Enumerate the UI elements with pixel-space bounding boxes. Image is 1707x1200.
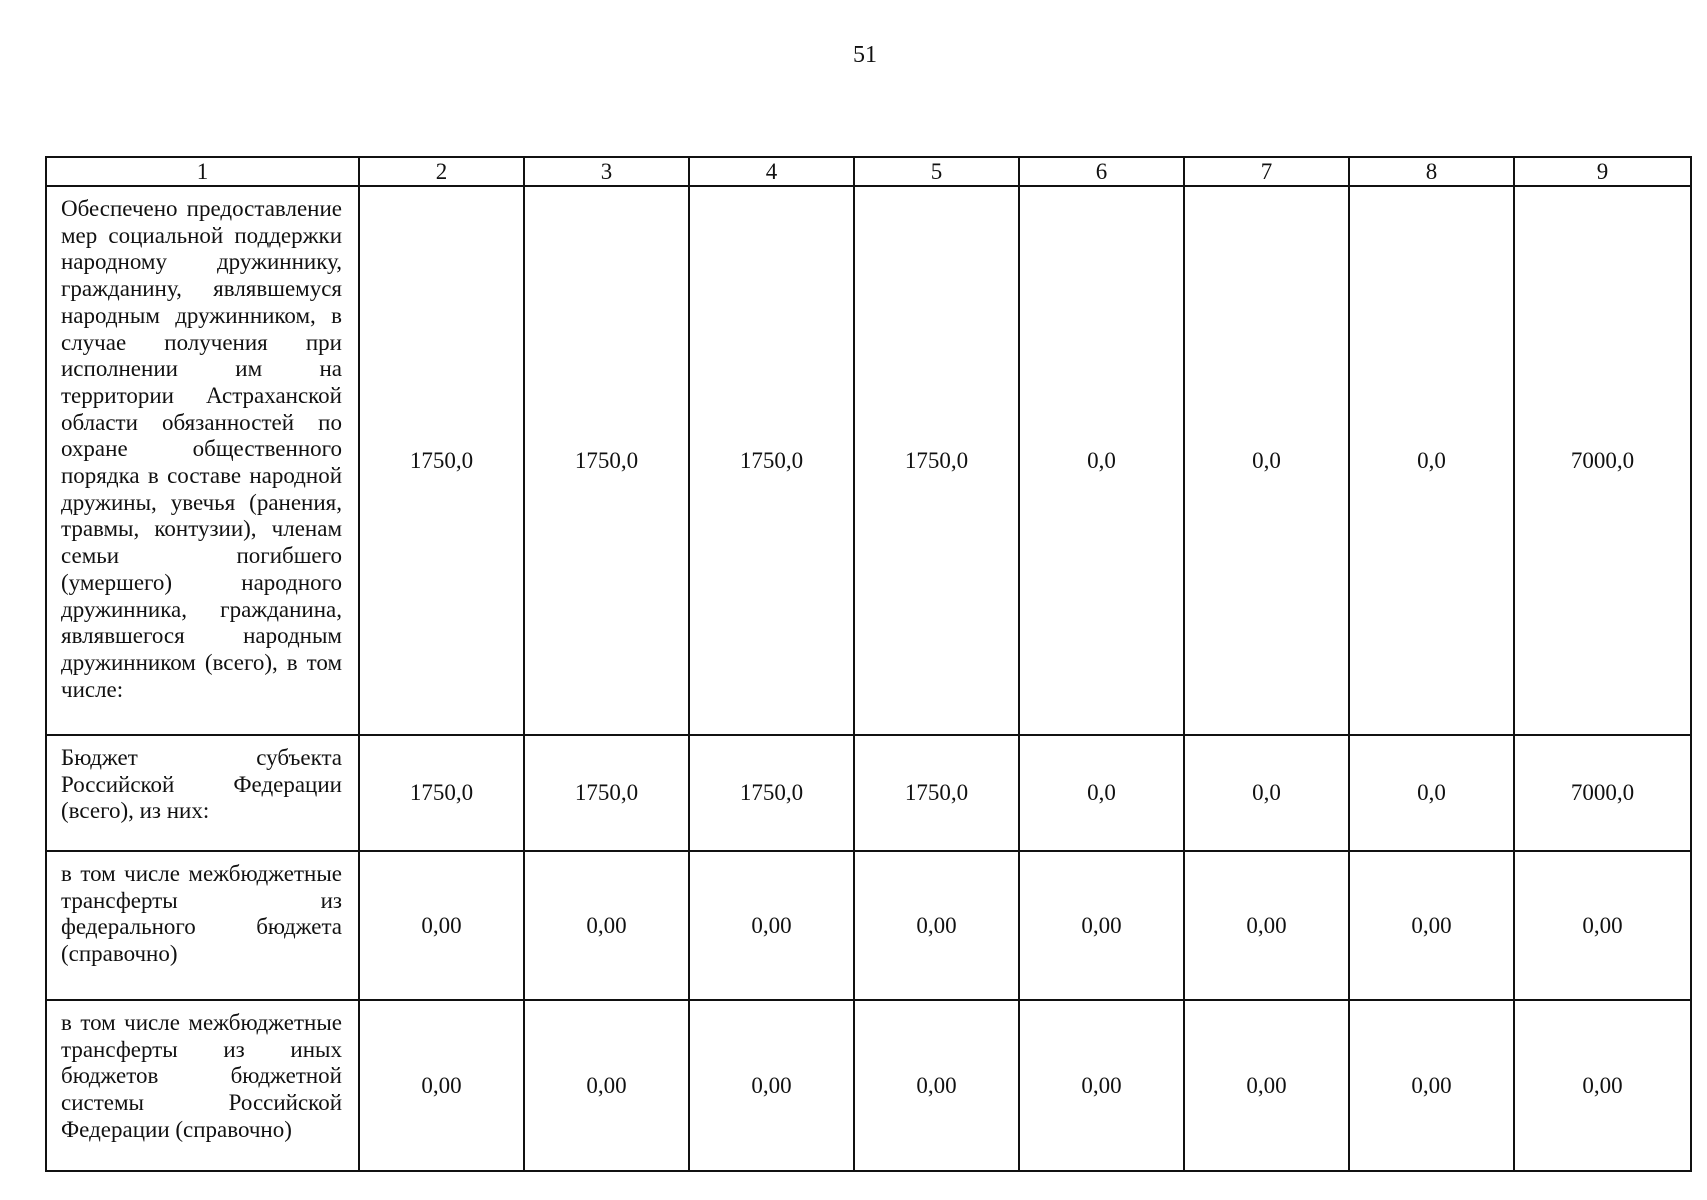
column-header: 8 [1349, 157, 1514, 186]
table-cell: 7000,0 [1514, 186, 1691, 735]
budget-table [45, 156, 1692, 1172]
table-cell: 0,0 [1019, 186, 1184, 735]
table-cell: 0,00 [359, 1000, 524, 1171]
column-header: 7 [1184, 157, 1349, 186]
column-header: 5 [854, 157, 1019, 186]
column-header: 3 [524, 157, 689, 186]
table-cell: 0,00 [1349, 1000, 1514, 1171]
row-label: в том числе межбюджетные трансферты из иных бюджетов бюджетной системы Российской Федерации (справочно) [46, 1000, 359, 1171]
row-label: Обеспечено предоставление мер социальной поддержки народному дружиннику, гражданину, являвшемуся народным дружинником, в случае получения при исполнении им на территории Астраханской области обязанностей по охране общественного порядка в составе народной дружины, увечья (ранения, травмы, контузии), членам семьи погибшего (умершего) народного дружинника, гражданина, являвшегося народным дружинником (всего), в том числе: [46, 186, 359, 735]
column-header: 9 [1514, 157, 1691, 186]
table-cell: 0,0 [1349, 735, 1514, 851]
table-cell: 0,00 [524, 851, 689, 1000]
table-cell: 0,0 [1349, 186, 1514, 735]
table-cell: 0,00 [1019, 851, 1184, 1000]
table-cell: 1750,0 [689, 186, 854, 735]
column-header: 2 [359, 157, 524, 186]
table-cell: 0,0 [1184, 186, 1349, 735]
table-cell: 7000,0 [1514, 735, 1691, 851]
table-cell: 0,00 [1349, 851, 1514, 1000]
table-cell: 1750,0 [524, 735, 689, 851]
header-row [46, 157, 1691, 186]
table-cell: 0,00 [1514, 1000, 1691, 1171]
table-cell: 0,00 [689, 1000, 854, 1171]
column-header: 1 [46, 157, 359, 186]
table-row [46, 1000, 1691, 1171]
table-cell: 1750,0 [689, 735, 854, 851]
table-row [46, 186, 1691, 735]
table-cell: 1750,0 [854, 735, 1019, 851]
page-number: 51 [853, 42, 877, 68]
table-row [46, 851, 1691, 1000]
table-cell: 0,00 [1184, 851, 1349, 1000]
table-cell: 1750,0 [854, 186, 1019, 735]
table-cell: 1750,0 [359, 735, 524, 851]
column-header: 4 [689, 157, 854, 186]
table-cell: 1750,0 [524, 186, 689, 735]
table-cell: 0,0 [1184, 735, 1349, 851]
table-cell: 0,00 [1514, 851, 1691, 1000]
table-cell: 0,00 [854, 1000, 1019, 1171]
table-cell: 0,00 [1019, 1000, 1184, 1171]
table-row [46, 735, 1691, 851]
table-cell: 0,00 [1184, 1000, 1349, 1171]
table-cell: 0,00 [524, 1000, 689, 1171]
row-label: Бюджет субъекта Российской Федерации (всего), из них: [46, 735, 359, 851]
table-cell: 0,0 [1019, 735, 1184, 851]
row-label: в том числе межбюджетные трансферты из федерального бюджета (справочно) [46, 851, 359, 1000]
table-cell: 0,00 [689, 851, 854, 1000]
table-cell: 0,00 [359, 851, 524, 1000]
table-cell: 1750,0 [359, 186, 524, 735]
table-cell: 0,00 [854, 851, 1019, 1000]
column-header: 6 [1019, 157, 1184, 186]
